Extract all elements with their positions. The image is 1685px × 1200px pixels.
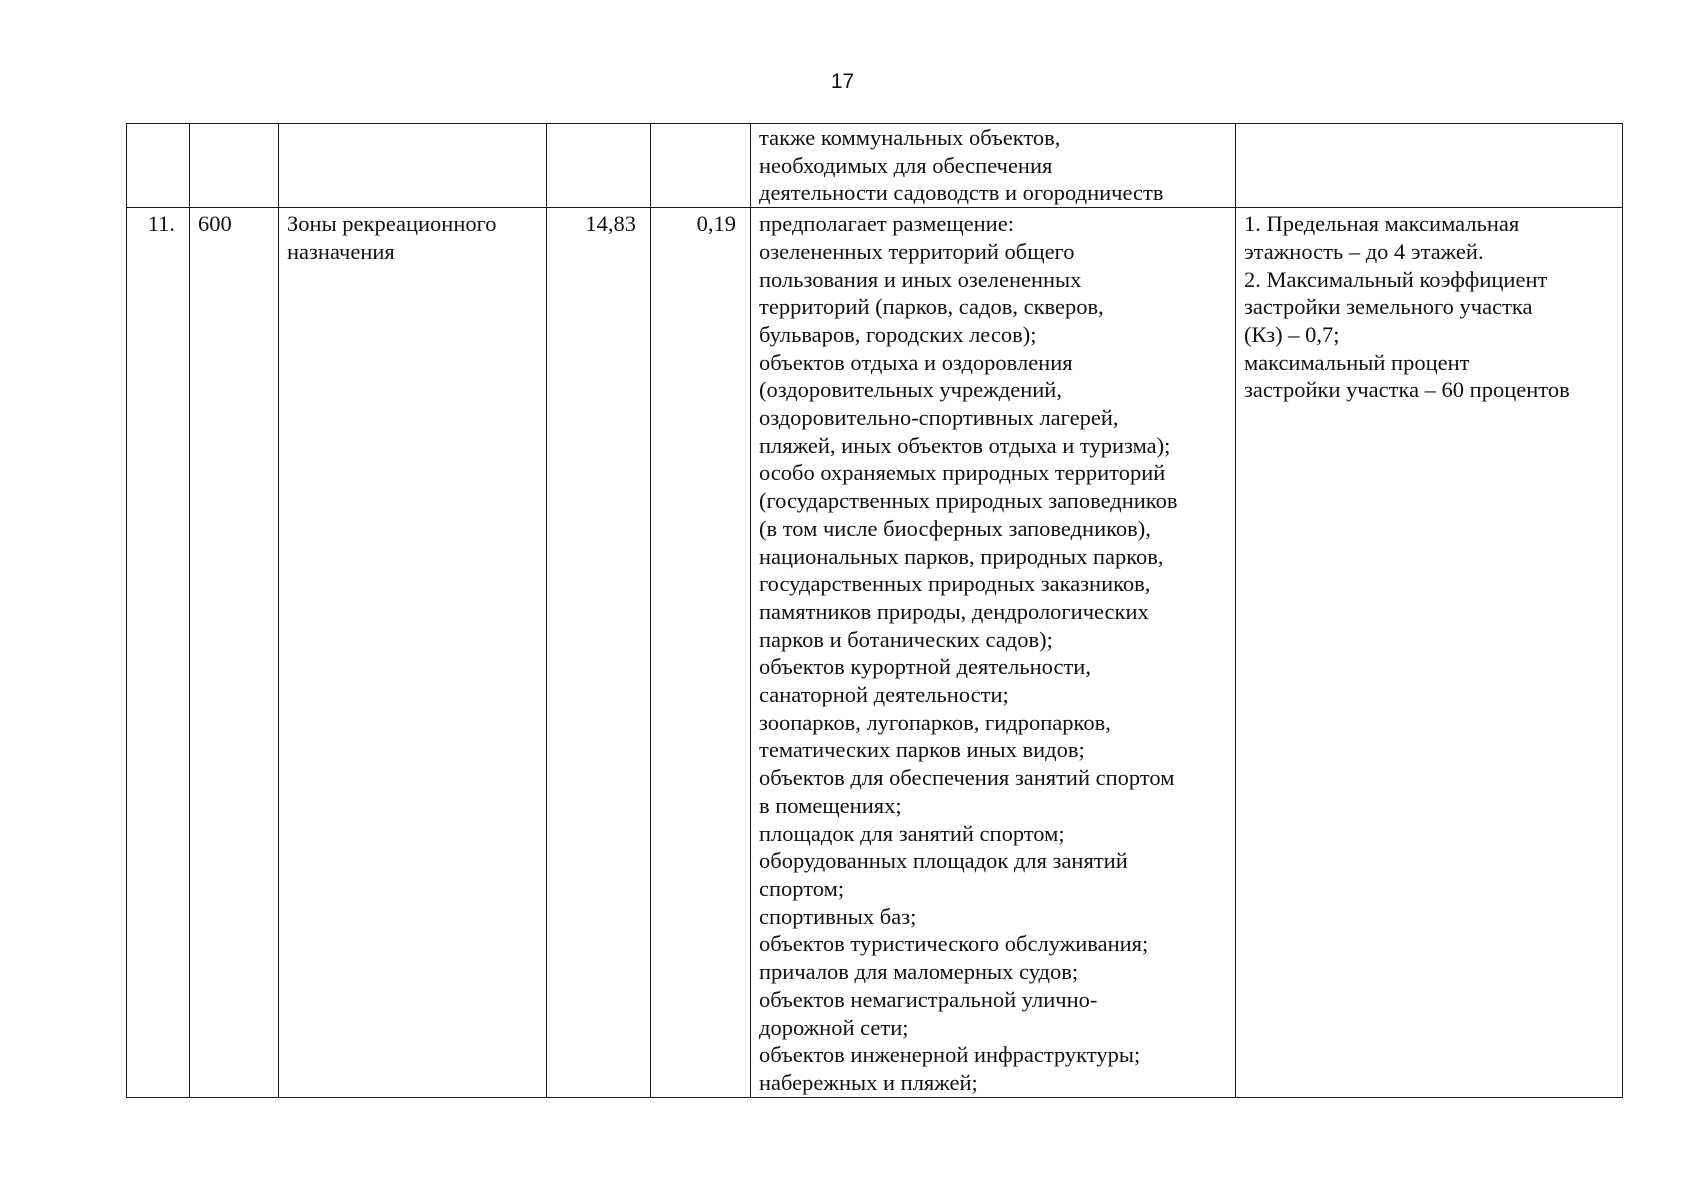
description-line: тематических парков иных видов;	[759, 737, 1085, 763]
description-line: площадок для занятий спортом;	[759, 820, 1065, 846]
description-line: объектов немагистральной улично-	[759, 986, 1098, 1012]
cell-code	[190, 124, 279, 208]
description-line: спортом;	[759, 875, 845, 901]
description-line: также коммунальных объектов,	[759, 125, 1061, 150]
cell-value-2: 0,19	[651, 208, 751, 1098]
description-line: объектов курортной деятельности,	[759, 654, 1091, 680]
description-line: объектов инженерной инфраструктуры;	[759, 1042, 1141, 1068]
cell-parameters	[1236, 124, 1623, 208]
description-line: дорожной сети;	[759, 1014, 909, 1040]
cell-zone-name	[279, 124, 547, 208]
description-line: пользования и иных озелененных	[759, 266, 1082, 292]
parameter-line: застройки участка – 60 процентов	[1244, 377, 1570, 403]
description-line: оздоровительно-спортивных лагерей,	[759, 405, 1119, 431]
description-line: (в том числе биосферных заповедников),	[759, 515, 1151, 541]
cell-code: 600	[190, 208, 279, 1098]
table-row-continuation	[127, 124, 1623, 208]
description-line: деятельности садоводств и огородничеств	[759, 180, 1164, 206]
description-line: пляжей, иных объектов отдыха и туризма);	[759, 432, 1171, 458]
cell-index: 11.	[127, 208, 190, 1098]
description-line: особо охраняемых природных территорий	[759, 460, 1166, 486]
description-line: памятников природы, дендрологических	[759, 598, 1149, 624]
description-line: объектов для обеспечения занятий спортом	[759, 765, 1175, 791]
description-line: санаторной деятельности;	[759, 682, 1009, 708]
parameter-line: максимальный процент	[1244, 349, 1470, 375]
description-line: необходимых для обеспечения	[759, 152, 1053, 178]
description-line: зоопарков, лугопарков, гидропарков,	[759, 709, 1111, 735]
zoning-table	[126, 123, 1623, 1098]
page-number: 17	[830, 70, 855, 93]
cell-description	[751, 208, 1236, 1098]
description-line: государственных природных заказников,	[759, 571, 1151, 597]
cell-zone-name: Зоны рекреационного назначения	[279, 208, 547, 1098]
description-line: парков и ботанических садов);	[759, 626, 1053, 652]
description-line: в помещениях;	[759, 792, 902, 818]
description-line: оборудованных площадок для занятий	[759, 848, 1128, 874]
description-line: национальных парков, природных парков,	[759, 543, 1164, 569]
cell-description	[751, 124, 1236, 208]
description-line: набережных и пляжей;	[759, 1069, 978, 1095]
parameter-line: этажность – до 4 этажей.	[1244, 238, 1484, 264]
description-line: (оздоровительных учреждений,	[759, 377, 1062, 403]
description-line: бульваров, городских лесов);	[759, 321, 1037, 347]
cell-index	[127, 124, 190, 208]
description-line: озелененных территорий общего	[759, 238, 1075, 264]
description-line: причалов для маломерных судов;	[759, 959, 1079, 985]
cell-parameters	[1236, 208, 1623, 1098]
parameter-line: застройки земельного участка	[1244, 294, 1533, 320]
description-line: объектов отдыха и оздоровления	[759, 349, 1073, 375]
cell-value-2	[651, 124, 751, 208]
parameter-line: 2. Максимальный коэффициент	[1244, 266, 1548, 292]
description-line: (государственных природных заповедников	[759, 488, 1178, 514]
cell-value-1: 14,83	[547, 208, 651, 1098]
cell-value-1	[547, 124, 651, 208]
description-line: предполагает размещение:	[759, 211, 1014, 237]
description-line: объектов туристического обслуживания;	[759, 931, 1149, 957]
table-row-recreation-zone	[127, 208, 1623, 1098]
description-line: спортивных баз;	[759, 903, 917, 929]
parameter-line: 1. Предельная максимальная	[1244, 211, 1520, 237]
description-line: территорий (парков, садов, скверов,	[759, 294, 1104, 320]
parameter-line: (Кз) – 0,7;	[1244, 321, 1340, 347]
